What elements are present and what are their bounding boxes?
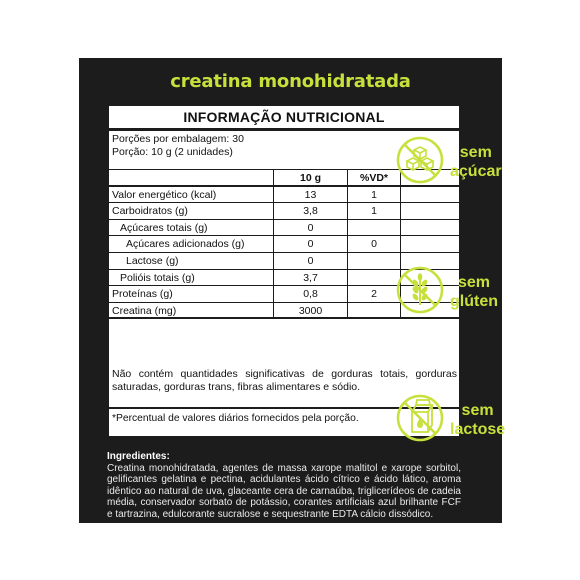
product-title: creatina monohidratada [170,71,411,92]
row-qty: 0 [274,253,348,269]
anvisa-notice: Produto notificado na Anvisa nº 25351.437115/2024-82 [142,549,439,561]
claim-sugar-line1: sem [459,144,492,161]
row-qty: 3,8 [274,203,348,219]
claim-gluten-line1: sem [457,274,491,291]
row-vd: 1 [348,187,401,203]
claim-gluten-text [450,273,498,311]
row-label: Valor energético (kcal) [109,187,274,203]
row-qty: 0 [274,236,348,252]
nutrition-table-header: INFORMAÇÃO NUTRICIONAL [109,106,459,131]
row-vd [348,253,401,269]
label-panel [79,58,506,561]
row-qty: 0 [274,220,348,236]
row-vd: 0 [348,236,401,252]
claim-lactose-text [450,401,505,439]
row-qty: 3,7 [274,270,348,286]
row-vd [348,303,401,318]
claim-gluten-line2: glúten [450,293,498,310]
sugar-cubes-icon [395,135,445,185]
claim-sugar-line2: açúcar [450,163,502,180]
milk-carton-icon [395,393,445,443]
table-row [109,187,459,204]
row-label: Creatina (mg) [109,303,274,318]
table-row [109,236,459,253]
table-row [109,220,459,237]
row-qty: 0,8 [274,286,348,302]
row-qty: 3000 [274,303,348,318]
ingredients-text: Creatina monohidratada, agentes de massa xarope maltitol e xarope sorbitol, gelificantes gelatina e pectina, acidulantes ácido cítrico e ácido lático, aroma idêntico ao natural de uva, glaceante cera de carnaúba, triglicerídeos de cadeia média, conservador sorbato de potássio, corantes artificiais azul brilhante FCF e tartrazina, edulcorante sucralose e sequestrante EDTA cálcio dissódico. [107,462,461,520]
not-significant-note: Não contém quantidades significativas de gorduras totais, gorduras saturadas, gorduras trans, fibras alimentares e sódio. [112,368,457,393]
row-label: Açúcares adicionados (g) [109,236,274,252]
claim-lactose-line2: lactose [450,421,506,438]
row-vd: 1 [348,203,401,219]
claim-lactose-line1: sem [461,402,494,419]
table-row [109,203,459,220]
vd-footnote: *Percentual de valores diários fornecidos pela porção. [109,407,459,425]
claim-sugar-text [450,143,502,181]
row-vd: 2 [348,286,401,302]
wheat-icon [395,265,445,315]
row-label: Polióis totais (g) [109,270,274,286]
row-label: Açúcares totais (g) [109,220,274,236]
row-vd [348,270,401,286]
col-header-vd: %VD* [348,170,401,185]
row-label: Proteínas (g) [109,286,274,302]
ingredients-section [107,451,461,521]
servings-per-package: Porções por embalagem: 30 [112,133,244,145]
serving-size: Porção: 10 g (2 unidades) [112,146,233,158]
row-label: Lactose (g) [109,253,274,269]
row-qty: 13 [274,187,348,203]
row-vd [348,220,401,236]
col-header-qty: 10 g [274,170,348,185]
row-label: Carboidratos (g) [109,203,274,219]
col-header-label [109,170,274,185]
ingredients-label: Ingredientes: [107,451,170,462]
